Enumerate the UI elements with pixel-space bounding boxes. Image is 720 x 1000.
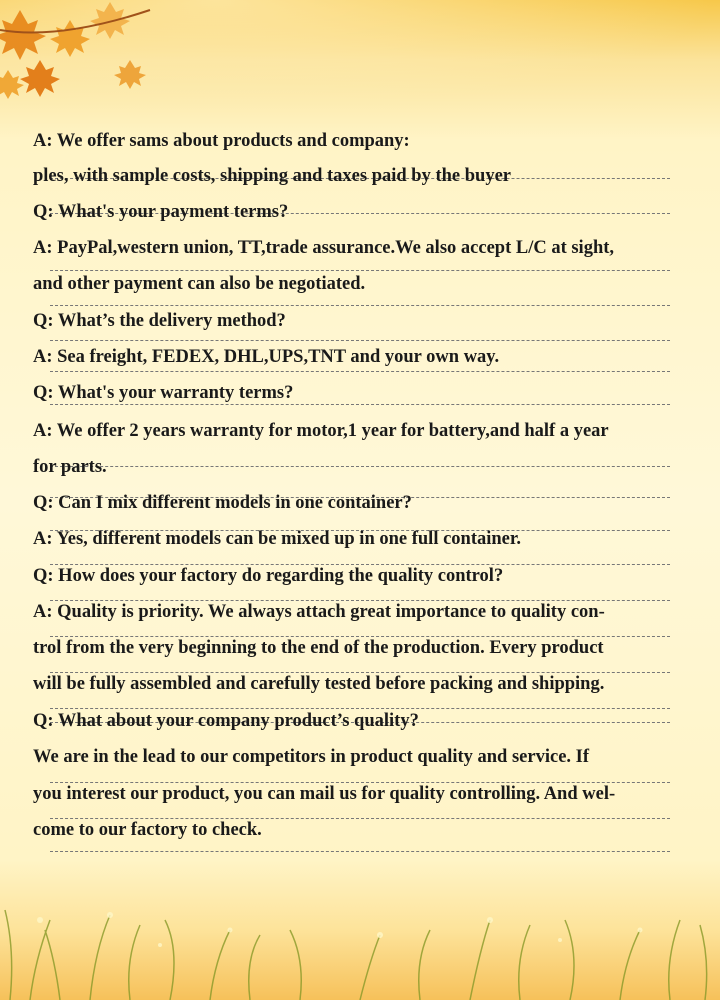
separator bbox=[50, 404, 670, 405]
separator bbox=[50, 851, 670, 852]
faq-line: A: We offer sams about products and company: bbox=[33, 131, 410, 151]
faq-line: Q: What's your warranty terms? bbox=[33, 383, 294, 403]
faq-line: A: Yes, different models can be mixed up in one full container. bbox=[33, 529, 522, 549]
faq-line: for parts. bbox=[33, 457, 107, 477]
maple-leaves-decoration bbox=[0, 0, 200, 130]
separator bbox=[50, 340, 670, 341]
grass-decoration bbox=[0, 890, 720, 1000]
faq-line: you interest our product, you can mail us for quality controlling. And wel- bbox=[33, 784, 616, 804]
faq-line: ples, with sample costs, shipping and taxes paid by the buyer bbox=[33, 166, 512, 186]
faq-line: A: We offer 2 years warranty for motor,1 year for battery,and half a year bbox=[33, 421, 609, 441]
separator bbox=[50, 270, 670, 271]
faq-line: come to our factory to check. bbox=[33, 820, 262, 840]
faq-line: A: Quality is priority. We always attach great importance to quality con- bbox=[33, 602, 605, 622]
faq-line: Q: What's your payment terms? bbox=[33, 202, 289, 222]
separator bbox=[50, 708, 670, 709]
faq-line: and other payment can also be negotiated. bbox=[33, 274, 366, 294]
faq-line: Q: Can I mix different models in one container? bbox=[33, 493, 412, 513]
faq-line: A: PayPal,western union, TT,trade assurance.We also accept L/C at sight, bbox=[33, 238, 615, 258]
faq-line: We are in the lead to our competitors in product quality and service. If bbox=[33, 747, 590, 767]
faq-line: will be fully assembled and carefully tested before packing and shipping. bbox=[33, 674, 605, 694]
separator bbox=[50, 371, 670, 372]
separator bbox=[50, 305, 670, 306]
faq-line: Q: What’s the delivery method? bbox=[33, 311, 286, 331]
faq-line: Q: What about your company product’s quality? bbox=[33, 711, 419, 731]
faq-line: trol from the very beginning to the end of the production. Every product bbox=[33, 638, 604, 658]
faq-line: Q: How does your factory do regarding the quality control? bbox=[33, 566, 504, 586]
faq-line: A: Sea freight, FEDEX, DHL,UPS,TNT and your own way. bbox=[33, 347, 500, 367]
